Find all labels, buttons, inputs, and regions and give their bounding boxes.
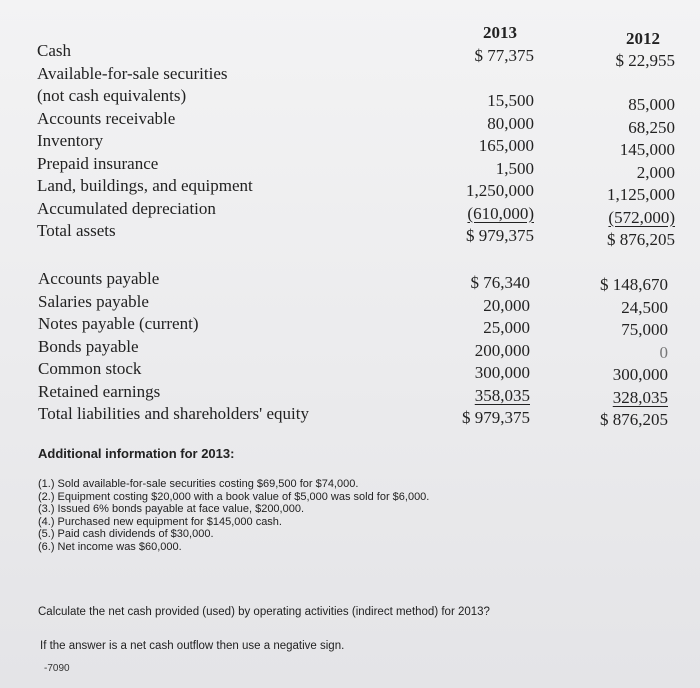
liab-value-2012: 300,000 [612,365,668,384]
asset-label-ppe: Land, buildings, and equipment [37,176,253,195]
additional-info-item: (6.) Net income was $60,000. [38,540,182,553]
assets-2012-column [616,50,676,73]
asset-value-2012: $ 22,955 [615,51,675,70]
answer-field[interactable]: -7090 [44,663,70,674]
additional-info-item: (4.) Purchased new equipment for $145,000 cash. [38,515,282,528]
liab-label-salaries: Salaries payable [38,291,149,311]
liab-value-2013: 358,035 [474,385,530,405]
liabilities-2013-column [462,272,530,430]
liab-label-retained: Retained earnings [38,381,161,401]
asset-label-afs-note: (not cash equivalents) [37,86,187,105]
liab-value-2013: 200,000 [474,340,530,360]
asset-value-2012: 145,000 [619,140,675,159]
liab-value-2013: 20,000 [483,295,530,315]
year-header-2012: 2012 [626,29,660,48]
asset-value-2013: 1,500 [495,158,534,178]
asset-value-2012: 2,000 [636,162,675,182]
asset-label-ar: Accounts receivable [37,108,176,128]
liab-value-2012: $ 148,670 [600,275,668,294]
liab-label-notes: Notes payable (current) [38,314,199,333]
assets-2013-column [475,45,535,68]
asset-label-afs: Available-for-sale securities [37,63,228,83]
liab-value-2012: 328,035 [612,387,668,407]
asset-label-prepaid: Prepaid insurance [37,153,159,173]
liab-value-2012: 75,000 [621,320,668,339]
additional-info-title: Additional information for 2013: [38,446,235,461]
asset-value-2012: 1,125,000 [607,185,675,204]
liab-value-2012: 24,500 [621,297,668,317]
asset-value-2012: (572,000) [608,207,675,227]
question-text: Calculate the net cash provided (used) by operating activities (indirect method) for 2013? [38,606,490,618]
liab-label-total: Total liabilities and shareholders' equity [38,404,309,423]
asset-label-cash: Cash [37,41,71,60]
assets-2013-column-b [466,90,534,248]
liab-value-2013: 25,000 [483,318,530,337]
year-header-2013: 2013 [483,23,517,42]
asset-value-2012: 85,000 [628,95,675,114]
liab-total-2012: $ 876,205 [600,410,668,429]
asset-label-total: Total assets [37,221,116,240]
liabilities-2012-column [600,274,668,432]
additional-info-item: (2.) Equipment costing $20,000 with a book value of $5,000 was sold for $6,000. [38,490,430,503]
asset-value-2013: (610,000) [467,203,534,223]
liab-value-2012: 0 [659,342,668,362]
asset-label-accum-dep: Accumulated depreciation [37,198,216,218]
additional-info-list [38,478,429,553]
asset-label-inventory: Inventory [37,131,104,150]
asset-value-2013: 15,500 [487,91,534,110]
liab-total-2013: $ 979,375 [462,408,530,427]
additional-info-item: (5.) Paid cash dividends of $30,000. [38,528,214,540]
asset-total-2012: $ 876,205 [607,230,675,249]
additional-info-item: (1.) Sold available-for-sale securities costing $69,500 for $74,000. [38,478,359,490]
liab-value-2013: 300,000 [474,363,530,382]
assets-2012-column-b [607,94,675,252]
liab-label-common: Common stock [38,359,142,378]
asset-labels [37,40,253,243]
liab-label-ap: Accounts payable [38,269,160,288]
liab-value-2013: $ 76,340 [470,273,530,292]
asset-value-2013: 165,000 [478,136,534,155]
additional-info-item: (3.) Issued 6% bonds payable at face value, $200,000. [38,503,305,515]
asset-value-2013: 1,250,000 [466,181,534,200]
asset-value-2013: 80,000 [487,113,534,133]
asset-value-2012: 68,250 [628,117,675,137]
asset-total-2013: $ 979,375 [466,226,534,245]
asset-value-2013: $ 77,375 [474,46,534,65]
liability-labels [38,268,309,426]
liab-label-bonds: Bonds payable [38,336,139,356]
instruction-text: If the answer is a net cash outflow then use a negative sign. [40,640,345,652]
